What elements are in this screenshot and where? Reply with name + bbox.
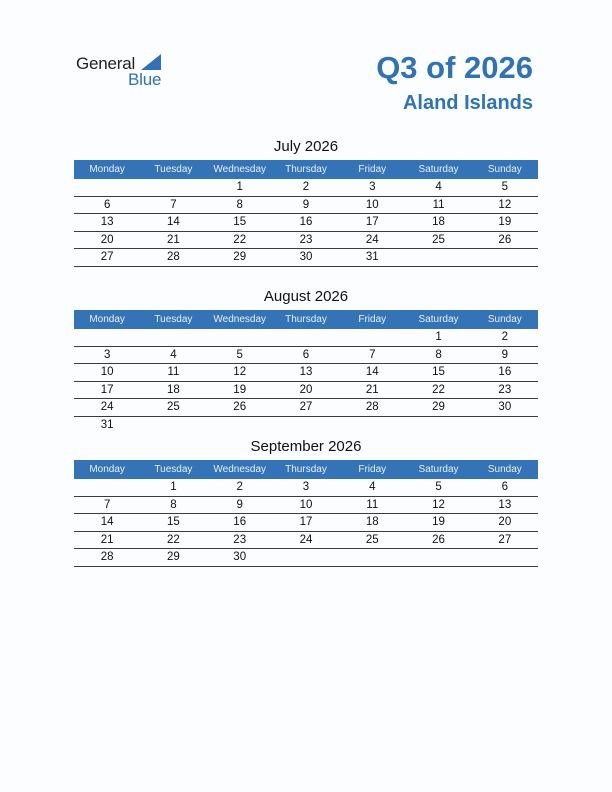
day-cell: 29 <box>432 401 445 413</box>
day-cell: 10 <box>365 198 379 211</box>
day-cell: 23 <box>498 383 512 396</box>
month-title: August 2026 <box>263 288 349 305</box>
weekday-label: Saturday <box>418 464 459 475</box>
weekday-label: Friday <box>358 314 387 325</box>
day-cell <box>273 549 339 566</box>
day-cell: 5 <box>236 348 243 361</box>
day-cell: 13 <box>299 366 313 378</box>
flag-icon <box>141 54 163 70</box>
day-cell: 9 <box>501 348 509 361</box>
day-cell: 20 <box>498 516 512 528</box>
day-cell <box>140 417 206 435</box>
day-cell: 23 <box>299 233 313 246</box>
day-cell: 26 <box>233 401 247 413</box>
month-calendar-august <box>74 286 538 434</box>
day-cell <box>405 249 471 266</box>
week-row <box>74 382 538 400</box>
weekday-label: Sunday <box>487 314 522 325</box>
day-cell: 5 <box>501 181 509 193</box>
day-cell: 8 <box>435 348 442 361</box>
weekday-label: Thursday <box>285 464 327 475</box>
day-cell: 31 <box>100 418 114 431</box>
day-cell: 21 <box>100 533 114 546</box>
weekday-label: Friday <box>358 164 387 175</box>
month-title: September 2026 <box>250 438 362 455</box>
day-cell: 21 <box>365 383 379 396</box>
day-cell <box>472 417 538 435</box>
day-cell: 13 <box>100 216 114 228</box>
day-cell <box>74 329 140 346</box>
day-cell <box>472 249 538 266</box>
weekday-label: Saturday <box>418 164 459 175</box>
weekday-label: Sunday <box>487 464 522 475</box>
day-cell: 2 <box>501 331 509 343</box>
day-cell: 17 <box>299 516 313 528</box>
weekday-label: Thursday <box>285 164 327 175</box>
day-cell: 9 <box>236 498 243 511</box>
day-cell <box>405 549 471 566</box>
week-row <box>74 549 538 567</box>
day-cell: 25 <box>365 533 379 546</box>
day-cell: 25 <box>167 401 180 413</box>
day-cell: 11 <box>366 498 379 511</box>
day-cell: 23 <box>233 533 247 546</box>
day-cell: 28 <box>365 401 379 413</box>
month-calendar-july <box>74 136 538 267</box>
day-cell: 19 <box>498 216 512 228</box>
day-cell: 15 <box>432 366 445 378</box>
day-cell: 8 <box>170 498 177 511</box>
week-row <box>74 514 538 532</box>
day-cell: 12 <box>432 498 445 511</box>
day-cell <box>273 329 339 346</box>
day-cell: 4 <box>170 348 177 361</box>
weekday-label: Wednesday <box>213 314 267 325</box>
weekday-label: Tuesday <box>154 464 193 475</box>
week-row <box>74 479 538 497</box>
day-cell: 26 <box>498 233 512 246</box>
day-cell: 20 <box>100 233 114 246</box>
day-cell: 26 <box>432 533 445 546</box>
weekday-label: Sunday <box>487 164 522 175</box>
day-cell: 5 <box>435 481 442 493</box>
day-cell: 14 <box>167 216 180 228</box>
day-cell <box>472 549 538 566</box>
week-row <box>74 329 538 347</box>
day-cell: 3 <box>103 348 111 361</box>
day-cell: 3 <box>302 481 310 493</box>
day-cell: 22 <box>167 533 180 546</box>
day-cell: 14 <box>100 516 114 528</box>
month-calendar-september <box>74 436 538 567</box>
day-cell: 29 <box>167 551 180 563</box>
day-cell: 10 <box>299 498 313 511</box>
day-cell: 30 <box>498 401 512 413</box>
day-cell: 17 <box>365 216 379 228</box>
week-row <box>74 179 538 197</box>
day-cell <box>74 179 140 196</box>
day-cell: 15 <box>167 516 180 528</box>
day-cell <box>405 417 471 435</box>
day-cell: 6 <box>103 198 111 211</box>
logo-word-general: General <box>76 54 136 73</box>
day-cell: 27 <box>100 251 114 263</box>
day-cell: 1 <box>170 481 177 493</box>
day-cell: 27 <box>498 533 512 546</box>
day-cell: 1 <box>435 331 442 343</box>
week-row <box>74 347 538 365</box>
weekday-header <box>74 160 538 179</box>
day-cell: 10 <box>100 366 114 378</box>
week-row <box>74 249 538 267</box>
week-row <box>74 417 538 435</box>
week-row <box>74 399 538 417</box>
day-cell: 11 <box>167 366 180 378</box>
day-cell: 2 <box>302 181 310 193</box>
day-cell: 14 <box>365 366 379 378</box>
page-title: Q3 of 2026 <box>376 50 533 85</box>
day-cell: 12 <box>233 366 247 378</box>
day-cell: 1 <box>236 181 243 193</box>
day-cell: 19 <box>233 383 247 396</box>
day-cell: 2 <box>236 481 243 493</box>
day-cell: 19 <box>432 516 445 528</box>
logo <box>76 52 176 92</box>
day-cell: 29 <box>233 251 247 263</box>
day-cell <box>74 479 140 496</box>
day-cell: 25 <box>432 233 445 246</box>
day-cell: 21 <box>167 233 180 246</box>
day-cell: 30 <box>233 551 247 563</box>
day-cell: 3 <box>369 181 376 193</box>
day-cell: 27 <box>299 401 313 413</box>
day-cell: 7 <box>369 348 376 361</box>
weekday-label: Tuesday <box>154 164 193 175</box>
week-row <box>74 364 538 382</box>
weekday-label: Tuesday <box>154 314 193 325</box>
day-cell: 12 <box>498 198 512 211</box>
day-cell: 30 <box>299 251 313 263</box>
day-cell: 16 <box>299 216 313 228</box>
weekday-label: Thursday <box>285 314 327 325</box>
week-row <box>74 197 538 215</box>
weekday-label: Monday <box>89 314 125 325</box>
day-cell: 15 <box>233 216 247 228</box>
day-cell <box>273 417 339 435</box>
day-cell: 7 <box>170 198 177 211</box>
day-cell <box>140 179 206 196</box>
weekday-header <box>74 310 538 329</box>
day-cell: 22 <box>233 233 247 246</box>
day-cell: 18 <box>432 216 445 228</box>
logo-word-blue: Blue <box>128 70 162 89</box>
day-cell: 16 <box>233 516 247 528</box>
day-cell <box>339 417 405 435</box>
day-cell: 6 <box>501 481 509 493</box>
day-cell: 24 <box>299 533 313 546</box>
day-cell: 6 <box>302 348 310 361</box>
day-cell: 18 <box>365 516 379 528</box>
day-cell <box>339 329 405 346</box>
weekday-label: Monday <box>89 464 125 475</box>
week-row <box>74 214 538 232</box>
week-row <box>74 532 538 550</box>
day-cell: 16 <box>498 366 512 378</box>
day-cell: 17 <box>100 383 114 396</box>
day-cell <box>339 549 405 566</box>
week-row <box>74 232 538 250</box>
day-cell: 4 <box>369 481 376 493</box>
day-cell: 4 <box>435 181 442 193</box>
day-cell: 24 <box>100 401 114 413</box>
day-cell: 31 <box>365 251 379 263</box>
weekday-header <box>74 460 538 479</box>
day-cell: 11 <box>432 198 445 211</box>
day-cell: 9 <box>302 198 310 211</box>
weekday-label: Friday <box>358 464 387 475</box>
month-title: July 2026 <box>273 138 339 155</box>
day-cell: 7 <box>103 498 111 511</box>
day-cell: 13 <box>498 498 512 511</box>
weekday-label: Wednesday <box>213 164 267 175</box>
week-row <box>74 497 538 515</box>
page-subtitle: Aland Islands <box>402 92 533 114</box>
day-cell: 28 <box>167 251 180 263</box>
weekday-label: Wednesday <box>213 464 267 475</box>
day-cell: 22 <box>432 383 445 396</box>
day-cell <box>140 329 206 346</box>
weekday-label: Saturday <box>418 314 459 325</box>
day-cell: 18 <box>167 383 180 396</box>
day-cell: 24 <box>365 233 379 246</box>
weekday-label: Monday <box>89 164 125 175</box>
day-cell <box>207 417 273 435</box>
day-cell: 20 <box>299 383 313 396</box>
day-cell: 28 <box>100 551 114 563</box>
day-cell <box>207 329 273 346</box>
day-cell: 8 <box>236 198 243 211</box>
